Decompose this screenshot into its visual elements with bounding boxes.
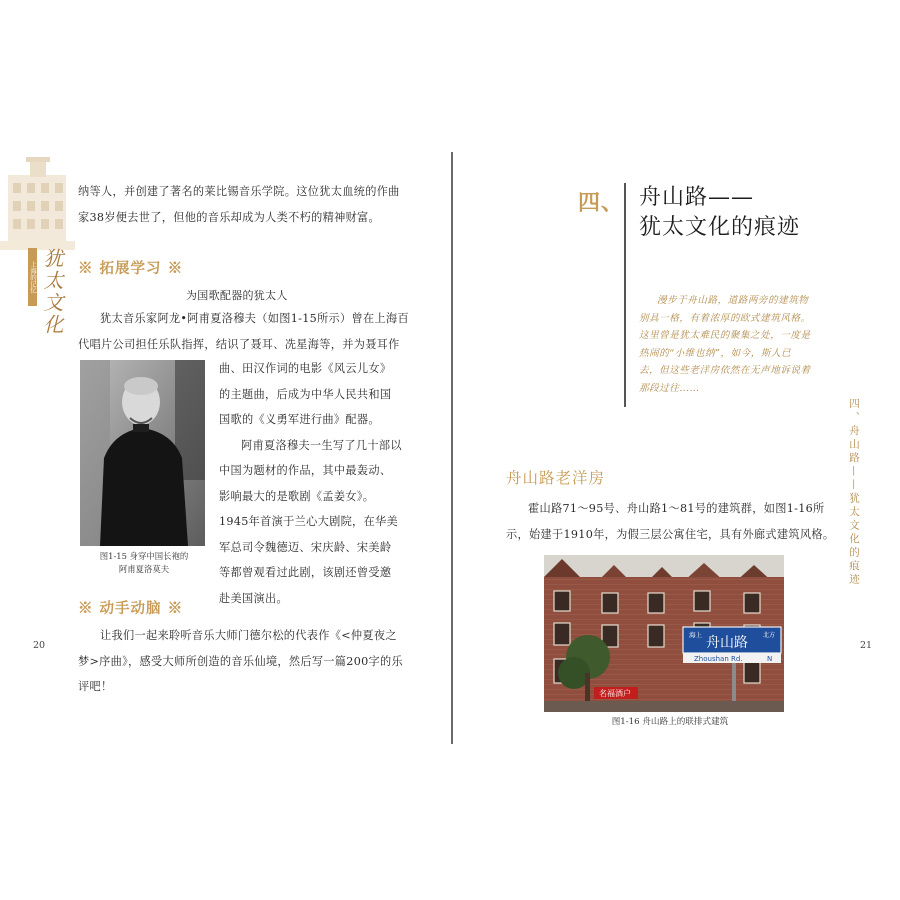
text-line: 家38岁便去世了，但他的音乐却成为人类不朽的精神财富。 bbox=[78, 210, 381, 224]
text-line: 阿甫夏洛穆夫一生写了几十部以 bbox=[241, 438, 402, 452]
text-line: 霍山路71～95号、舟山路1～81号的建筑群，如图1-16所 bbox=[528, 502, 825, 515]
deco-seal: 上海的记忆 bbox=[28, 248, 37, 306]
text-line: 示，始建于1910年，为假三层公寓住宅，具有外廊式建筑风格。 bbox=[506, 527, 835, 541]
caption-line: 阿甫夏洛莫夫 bbox=[118, 564, 170, 574]
shop-sign: 名福酒户 bbox=[599, 689, 631, 698]
text-line: 影响最大的是歌剧《孟姜女》。 bbox=[219, 489, 375, 503]
text-line: 纳等人，并创建了著名的莱比锡音乐学院。这位犹太血统的作曲 bbox=[78, 185, 400, 198]
text-line: 梦>序曲》，感受大师所创造的音乐仙境，然后写一篇200字的乐 bbox=[78, 654, 404, 668]
street-sign-roman: Zhoushan Rd. bbox=[694, 655, 743, 663]
text-line: 国歌的《义勇军进行曲》配器。 bbox=[219, 413, 380, 426]
page-number: 20 bbox=[33, 640, 46, 651]
paragraph-top bbox=[78, 179, 418, 230]
zhoushan-road-buildings-image bbox=[544, 555, 784, 712]
sub-heading: 舟山路老洋房 bbox=[506, 469, 606, 487]
street-sign-direction-cn: 北方 bbox=[763, 632, 776, 639]
intro-line: 别具一格，有着浓厚的欧式建筑风格。 bbox=[639, 312, 811, 324]
figure-caption-1-16: 图1-16 舟山路上的联排式建筑 bbox=[611, 717, 729, 727]
section-heading-extension: ※ 拓展学习 ※ bbox=[78, 260, 184, 277]
text-line: 犹太音乐家阿龙•阿甫夏洛穆夫（如图1-15所示）曾在上海百 bbox=[100, 312, 409, 325]
text-line: 军总司令魏德迈、宋庆龄、宋美龄 bbox=[219, 540, 392, 554]
street-sign-dir: N bbox=[767, 655, 773, 663]
text-line: 代唱片公司担任乐队指挥，结识了聂耳、冼星海等，并为聂耳作 bbox=[78, 337, 400, 351]
text-line: 的主题曲，后成为中华人民共和国 bbox=[219, 387, 392, 401]
section-heading-hands-on: ※ 动手动脑 ※ bbox=[78, 600, 184, 617]
chapter-number: 四、 bbox=[578, 190, 625, 216]
text-line: 赴美国演出。 bbox=[219, 591, 288, 605]
text-line: 1945年首演于兰心大剧院，在华美 bbox=[219, 515, 399, 528]
deco-title: 犹太文化 bbox=[40, 248, 64, 336]
page-number: 21 bbox=[860, 640, 873, 651]
portrait-photo bbox=[80, 360, 205, 546]
article-body-wrapped bbox=[219, 356, 424, 611]
intro-line: 热闹的“小维也纳”，如今，斯人已 bbox=[639, 347, 792, 359]
text-line: 中国为题材的作品，其中最轰动、 bbox=[219, 464, 392, 477]
text-line: 让我们一起来聆听音乐大师门德尔松的代表作《<仲夏夜之 bbox=[100, 629, 397, 642]
text-line: 评吧！ bbox=[78, 680, 113, 693]
side-decoration bbox=[28, 248, 68, 336]
chapter-title-line: 犹太文化的痕迹 bbox=[639, 215, 801, 240]
right-page bbox=[452, 0, 900, 900]
building-watermark-icon bbox=[0, 155, 75, 250]
chapter-title-line: 舟山路—— bbox=[639, 185, 755, 210]
figure-caption-1-15 bbox=[82, 550, 206, 576]
chapter-vertical-rule bbox=[624, 183, 626, 407]
exercise-paragraph bbox=[78, 623, 420, 700]
running-side-heading: 四、舟山路——犹太文化的痕迹 bbox=[848, 398, 860, 587]
chapter-title bbox=[639, 183, 800, 243]
article-title: 为国歌配器的犹太人 bbox=[186, 289, 288, 302]
text-line: 等都曾观看过此剧，该剧还曾受邀 bbox=[219, 566, 392, 579]
intro-line: 那段过往…… bbox=[639, 382, 700, 394]
portrait-image bbox=[80, 360, 205, 546]
intro-line: 这里曾是犹太难民的聚集之处，一度是 bbox=[639, 330, 811, 341]
paragraph-zhoushan bbox=[506, 496, 846, 547]
article-body-full bbox=[78, 306, 420, 357]
chapter-intro bbox=[639, 292, 844, 397]
street-photo bbox=[544, 555, 784, 712]
caption-line: 图1-15 身穿中国长袍的 bbox=[99, 551, 189, 561]
street-sign-name: 舟山路 bbox=[706, 635, 748, 651]
street-sign-corner: 海上 bbox=[689, 631, 702, 639]
intro-line: 去，但这些老洋房依然在无声地诉说着 bbox=[639, 365, 811, 376]
intro-line: 漫步于舟山路，道路两旁的建筑物 bbox=[657, 295, 809, 306]
text-line: 曲、田汉作词的电影《风云儿女》 bbox=[219, 362, 392, 375]
